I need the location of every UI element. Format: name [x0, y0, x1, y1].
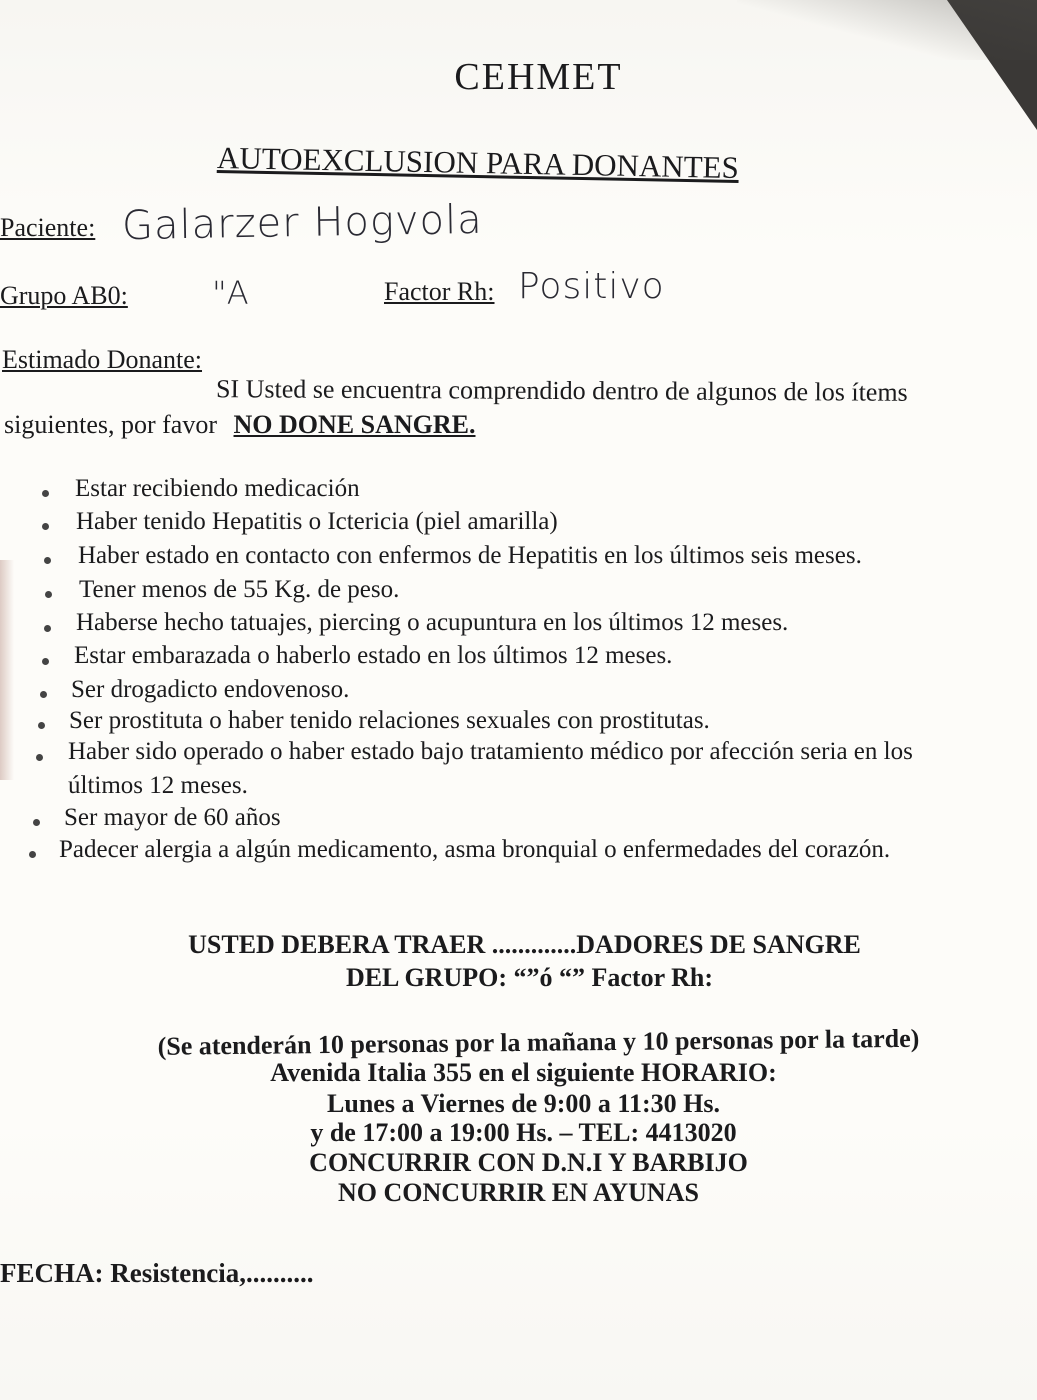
bullet-icon — [42, 490, 49, 497]
bullet-icon — [33, 819, 40, 826]
page-edge-shadow — [737, 0, 1037, 60]
schedule-line-1: Lunes a Viernes de 9:00 a 11:30 Hs. — [327, 1089, 720, 1118]
criteria-item: Ser mayor de 60 años — [64, 804, 281, 831]
criteria-item: Haber sido operado o haber estado bajo tratamiento médico por afección seria en los — [68, 738, 913, 765]
rh-factor-label: Factor Rh: — [384, 277, 495, 306]
patient-name-handwritten: Galarzer Hogvola — [121, 196, 484, 250]
bullet-icon — [29, 851, 36, 858]
left-edge-shadow — [0, 560, 14, 780]
criteria-item-continuation: últimos 12 meses. — [68, 772, 248, 799]
criteria-item: Haber estado en contacto con enfermos de Hepatitis en los últimos seis meses. — [78, 542, 862, 569]
rh-factor-handwritten: Positivo — [518, 266, 665, 307]
intro-line-2-prefix: siguientes, por favor — [4, 410, 218, 439]
bullet-icon — [38, 722, 45, 729]
blood-group-label: Grupo AB0: — [0, 281, 128, 310]
institution-title: CEHMET — [454, 56, 623, 98]
patient-label: Paciente: — [0, 213, 96, 242]
schedule-line-2: y de 17:00 a 19:00 Hs. – TEL: 4413020 — [310, 1118, 737, 1147]
criteria-item: Ser prostituta o haber tenido relaciones sexuales con prostitutas. — [69, 707, 710, 734]
bullet-icon — [42, 523, 49, 530]
intro-line-2 — [4, 410, 476, 440]
criteria-item: Tener menos de 55 Kg. de peso. — [79, 576, 400, 603]
blood-group-handwritten: "A — [212, 274, 249, 312]
attention-note: (Se atenderán 10 personas por la mañana y 10 personas por la tarde) — [157, 1023, 920, 1061]
criteria-item: Estar embarazada o haberlo estado en los últimos 12 meses. — [74, 642, 673, 669]
criteria-item: Haber tenido Hepatitis o Ictericia (piel amarilla) — [76, 508, 558, 535]
address-line: Avenida Italia 355 en el siguiente HORARIO: — [270, 1058, 777, 1087]
criteria-item: Ser drogadicto endovenoso. — [71, 676, 350, 703]
requirement-line-1: CONCURRIR CON D.N.I Y BARBIJO — [309, 1148, 748, 1177]
instructions-line-1: USTED DEBERA TRAER .............DADORES DE SANGRE — [188, 930, 861, 959]
greeting-label: Estimado Donante: — [2, 345, 203, 374]
date-line: FECHA: Resistencia,.......... — [0, 1258, 314, 1288]
no-donate-warning: NO DONE SANGRE. — [233, 410, 476, 439]
criteria-item: Estar recibiendo medicación — [75, 475, 360, 502]
requirement-line-2: NO CONCURRIR EN AYUNAS — [338, 1178, 699, 1207]
instructions-line-2: DEL GRUPO: “”ó “” Factor Rh: — [345, 963, 714, 992]
bullet-icon — [44, 625, 51, 632]
bullet-icon — [40, 691, 47, 698]
criteria-item: Haberse hecho tatuajes, piercing o acupuntura en los últimos 12 meses. — [76, 609, 789, 636]
bullet-icon — [45, 591, 52, 598]
bullet-icon — [42, 658, 49, 665]
criteria-item: Padecer alergia a algún medicamento, asma bronquial o enfermedades del corazón. — [59, 836, 891, 863]
bullet-icon — [44, 557, 51, 564]
form-title: AUTOEXCLUSION PARA DONANTES — [216, 140, 740, 186]
intro-line-1: SI Usted se encuentra comprendido dentro de algunos de los ítems — [215, 374, 908, 407]
bullet-icon — [36, 754, 43, 761]
